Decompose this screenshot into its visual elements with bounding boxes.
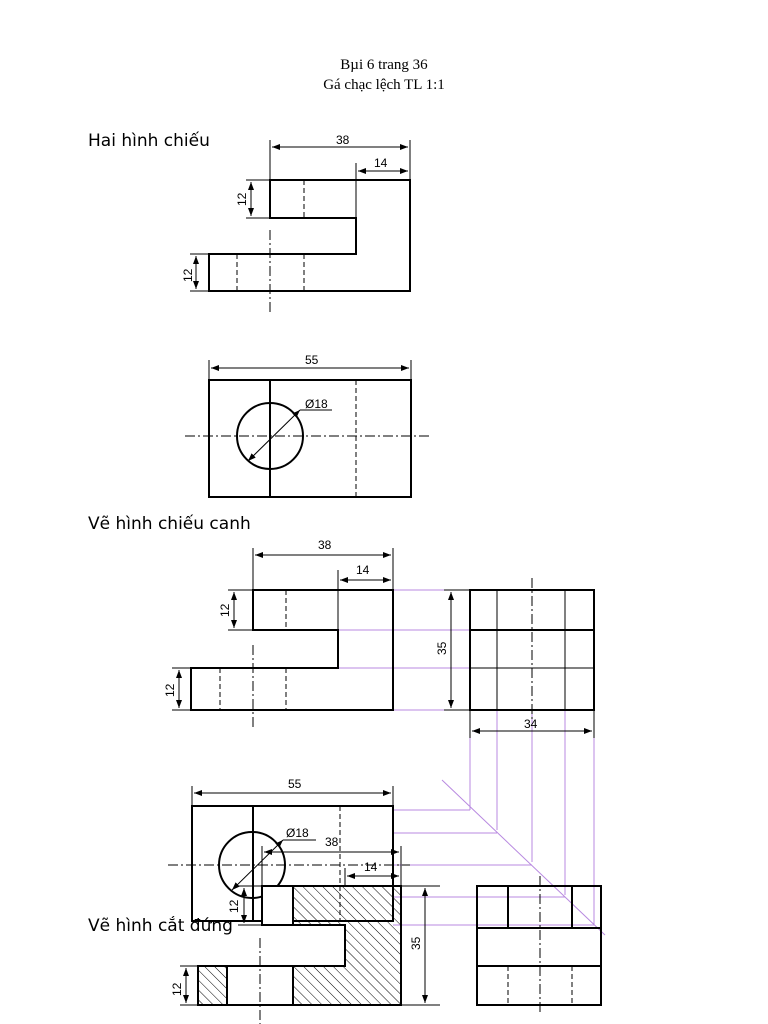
dim-phi18-label: Ø18 — [305, 397, 328, 411]
side-view-3-outline — [477, 886, 601, 1005]
hatch-area — [345, 925, 401, 1005]
dim-12-label: 12 — [218, 603, 232, 617]
dim-12-label: 12 — [235, 192, 249, 206]
page-title: Bµi 6 trang 36 — [340, 57, 428, 73]
dim-38-label: 38 — [336, 133, 350, 147]
dim-38-label: 38 — [325, 835, 339, 849]
dim-38-label: 38 — [318, 538, 332, 552]
dim-14-label: 14 — [364, 860, 378, 874]
section-label-section-view: Vẽ hình cắt đứng — [88, 916, 233, 936]
side-view-2 — [444, 578, 594, 738]
top-view-1 — [185, 360, 430, 497]
dim-55-label: 55 — [305, 353, 319, 367]
dim-12-label: 12 — [181, 268, 195, 282]
section-label-side-view: Vẽ hình chiếu canh — [88, 514, 251, 534]
hatch-area — [293, 966, 345, 1005]
dim-phi18-label: Ø18 — [286, 826, 309, 840]
dim-35-label: 35 — [409, 936, 423, 950]
dim-12-label: 12 — [163, 683, 177, 697]
dim-34-label: 34 — [524, 717, 538, 731]
page-subtitle: Gá chạc lệch TL 1:1 — [323, 77, 445, 93]
hatch-area — [198, 966, 227, 1005]
dim-12-label: 12 — [227, 899, 241, 913]
section-label-two-views: Hai hình chiếu — [88, 131, 210, 151]
dim-35-label: 35 — [435, 641, 449, 655]
dim-55-label: 55 — [288, 777, 302, 791]
dim-14-label: 14 — [356, 563, 370, 577]
hatch-area — [293, 886, 401, 925]
dim-14-label: 14 — [374, 156, 388, 170]
dim-12-label: 12 — [170, 982, 184, 996]
